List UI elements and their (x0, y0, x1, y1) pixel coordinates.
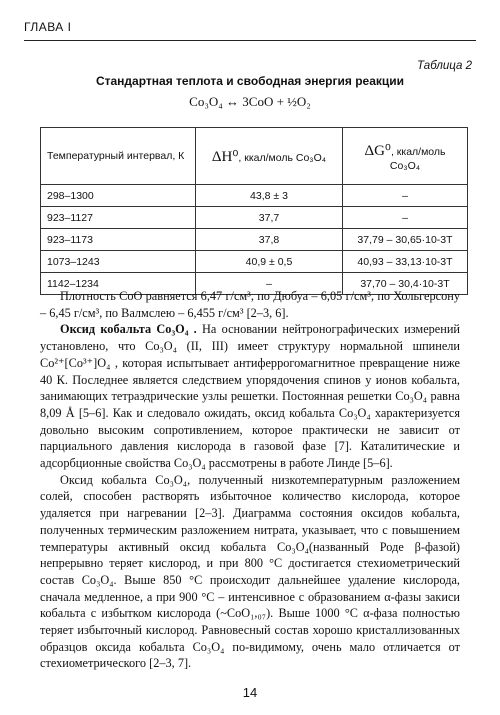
cell-dg: 37,70 – 30,4·10-3T (342, 273, 467, 295)
table-row (41, 251, 468, 273)
table-title: Стандартная теплота и свободная энергия реакции (95, 74, 405, 88)
cell-dh: – (196, 273, 343, 295)
chapter-title: ГЛАВА I (24, 20, 72, 34)
table-label: Таблица 2 (417, 60, 472, 72)
table-row (41, 229, 468, 251)
dh-unit: , ккал/моль Co₃O₄ (238, 151, 327, 164)
paragraph-co3o4 (40, 321, 460, 471)
header-dh (196, 128, 343, 185)
table-row (41, 207, 468, 229)
cell-dg: 37,79 – 30,65·10-3T (342, 229, 467, 251)
cell-range: 923–1173 (41, 229, 196, 251)
paragraph-density: Плотность CoO равняется 6,47 г/см³, по Дюбуа – 6,05 г/см³, по Хольгерсону – 6,45 г/см³, по Валмслею – 6,455 г/см³ [2–3, 6]. (40, 289, 460, 320)
dg-symbol: ΔG⁰ (364, 142, 391, 159)
cell-dh: 37,7 (196, 207, 343, 229)
paragraph-decomposition: Оксид кобальта Co₃O₄, полученный низкотемпературным разложением солей, способен растворять избыточное количество кислорода, которое удаляется при нагревании [2–3]. Диаграмма состояния оксидов кобальта, полученных термическим разложением нитрата, указывает, что с повышением температуры активный оксид кобальта Co₃O₄(названный Роде β-фазой) непрерывно теряет кислород, и при 800 °C достигается стехиометрический состав Co₃O₄. Выше 850 °C происходит дальнейшее удаление кислорода, сначала медленное, а при 900 °C – интенсивное с образованием α-фазы закиси кобальта с избытком кислорода (~CoO₁,₀₇). Выше 1000 °C α-фаза полностью теряет избыточный кислород. Равновесный состав хорошо кристаллизованных образцов оксида кобальта Co₃O₄ по-видимому, очень мало отличается от стехиометрического [2–3, 7]. (40, 472, 460, 671)
paragraph-co3o4-text: На основании нейтронографических измерений установлено, что Co₃O₄ (II, III) имеет структуру нормальной шпинели Co²⁺[Co³⁺]O₄ , которая испытывает антиферрогомагнитное превращение ниже 40 К. Последнее является следствием упорядочения спинов у ионов кобальта, занимающих тетраэдрические узлы решетки. Постоянная решетки Co₃O₄ равна 8,09 Å [5–6]. Как и следовало ожидать, оксид кобальта Co₃O₄ характеризуется довольно высоким сопротивлением, которое практически не зависит от парциального давления кислорода в газовой фазе [7]. Каталитические и адсорбционные свойства Co₃O₄ рассмотрены в работе Линде [5–6]. (40, 322, 460, 471)
body-text (40, 288, 460, 672)
section-heading: Оксид кобальта Co₃O₄ . (60, 322, 197, 337)
dg-unit: , ккал/моль (390, 145, 446, 158)
cell-dg: – (342, 185, 467, 207)
cell-range: 298–1300 (41, 185, 196, 207)
running-header (24, 18, 476, 41)
reaction-equation: Co₃O₄ ↔ 3CoO + ½O₂ (189, 94, 311, 109)
cell-range: 1142–1234 (41, 273, 196, 295)
cell-dh: 43,8 ± 3 (196, 185, 343, 207)
header-dg (342, 128, 467, 185)
cell-dh: 40,9 ± 0,5 (196, 251, 343, 273)
dg-unit-2: Co₃O₄ (389, 159, 421, 172)
cell-dg: 40,93 – 33,13·10-3T (342, 251, 467, 273)
page-number: 14 (242, 685, 258, 700)
table-header-row (41, 128, 468, 185)
cell-range: 1073–1243 (41, 251, 196, 273)
cell-dg: – (342, 207, 467, 229)
table-row (41, 185, 468, 207)
thermo-table (40, 127, 468, 295)
header-range: Температурный интервал, К (41, 128, 196, 185)
cell-dh: 37,8 (196, 229, 343, 251)
cell-range: 923–1127 (41, 207, 196, 229)
dh-symbol: ΔH⁰ (211, 148, 239, 165)
